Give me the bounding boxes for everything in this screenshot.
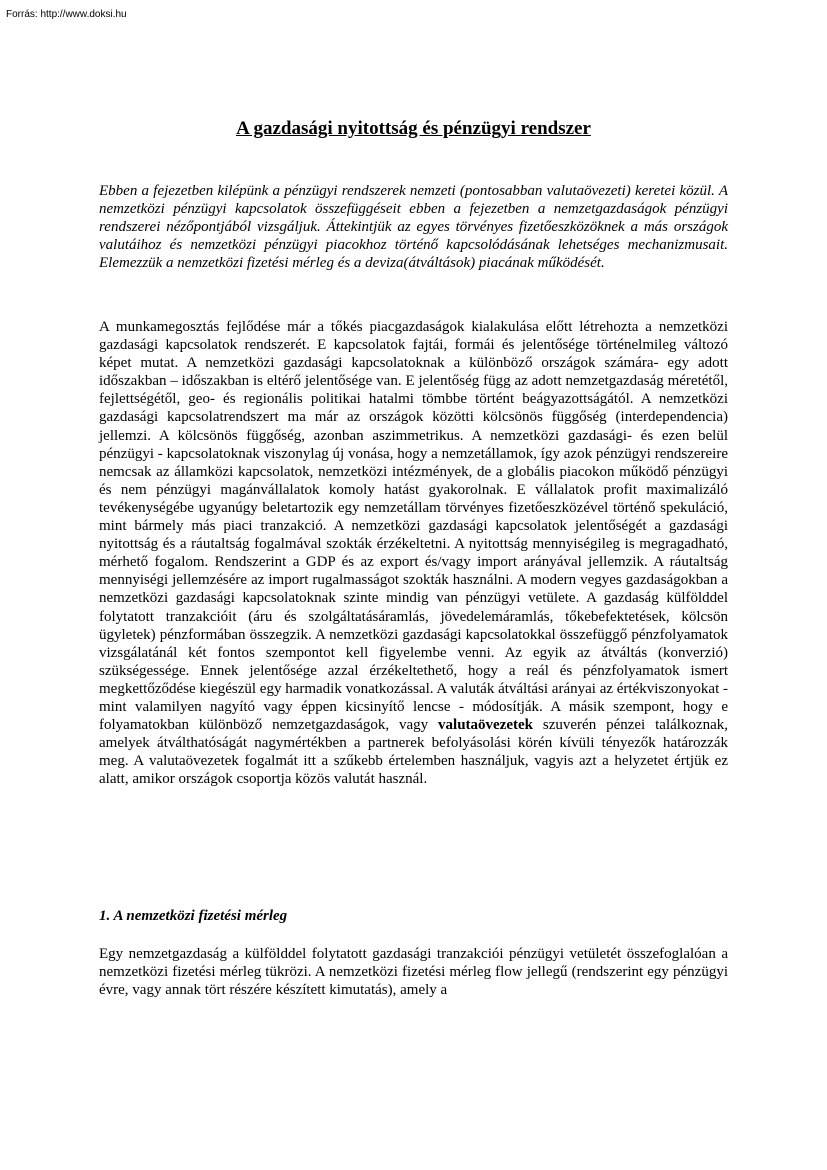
- page-title: A gazdasági nyitottság és pénzügyi rendszer: [236, 118, 591, 139]
- intro-paragraph: Ebben a fejezetben kilépünk a pénzügyi rendszerek nemzeti (pontosabban valutaövezeti) keretei közül. A nemzetközi pénzügyi kapcsolatok összefüggéseit ebben a fejezetben a nemzetgazdaságok pénzügyi rendszerei nézőpontjából vizsgáljuk. Áttekintjük az egyes törvényes fizetőeszközöknek a más országok valutáihoz és nemzetközi pénzügyi piacokhoz történő kapcsolódásának lehetséges mechanizmusait. Elemezzük a nemzetközi fizetési mérleg és a deviza(átváltások) piacának működését.: [99, 183, 728, 272]
- section-heading: 1. A nemzetközi fizetési mérleg: [99, 908, 288, 924]
- source-note: Forrás: http://www.doksi.hu: [6, 9, 127, 20]
- bold-term: valutaövezetek: [438, 717, 534, 734]
- body-paragraph-1-text-b: szuverén pénzei találkoznak, amelyek átválthatóságát nagymértékben a partnerek befolyásolási körén kívüli tényezők határozzák meg. A valutaövezetek fogalmát itt a szűkebb értelemben használjuk, vagyis azt a helyzetet értjük ez alatt, amikor országok csoportja közös valutát használ.: [99, 717, 728, 788]
- body-paragraph-1: [99, 318, 728, 788]
- body-paragraph-2: Egy nemzetgazdaság a külfölddel folytatott gazdasági tranzakciói pénzügyi vetületét összefoglalóan a nemzetközi fizetési mérleg tükrözi. A nemzetközi fizetési mérleg flow jellegű (rendszerint egy pénzügyi évre, vagy annak tört részére készített kimutatás), amely a: [99, 946, 728, 999]
- body-paragraph-1-text-a: A munkamegosztás fejlődése már a tőkés piacgazdaságok kialakulása előtt létrehozta a nemzetközi gazdasági kapcsolatok rendszerét. E kapcsolatok fajtái, formái és jelentősége történelmileg változó képet mutat. A nemzetközi gazdasági kapcsolatoknak a különböző országok számára- egy adott időszakban – időszakban is eltérő jelentősége van. E jelentőség függ az adott nemzetgazdaság méretétől, fejlettségétől, geo- és regionális politikai hatalmi tömbbe történt beágyazottságától. A nemzetközi gazdasági kapcsolatrendszert ma már az országok közötti kölcsönös függőség (interdependencia) jellemzi. A kölcsönös függőség, azonban aszimmetrikus. A nemzetközi gazdasági- és ezen belül pénzügyi - kapcsolatoknak viszonylag új vonása, hogy a nemzetállamok, így azok pénzügyi rendszereire nemcsak az államközi kapcsolatok, nemzetközi intézmények, de a globális piacokon működő pénzügyi és nem pénzügyi magánvállalatok komoly hatást gyakorolnak. E vállalatok profit maximalizáló tevékenységébe ugyanúgy beletartozik egy nemzetállam törvényes fizetőeszközével történő spekuláció, mint bármely más piaci tranzakció. A nemzetközi gazdasági kapcsolatok jelentőségét a gazdasági nyitottság és a ráutaltság fogalmával szokták érzékeltetni. A nyitottság mennyiségileg is megragadható, mérhető fogalom. Rendszerint a GDP és az export és/vagy import arányával jellemzik. A ráutaltság mennyiségi jellemzésére az import rugalmasságot szokták használni. A modern vegyes gazdaságokban a nemzetközi gazdasági kapcsolatoknak szinte mindig van pénzügyi vetülete. A gazdaság külfölddel folytatott tranzakcióit (áru és szolgáltatásáramlás, jövedelemáramlás, tőkebefektetések, kölcsön ügyletek) pénzformában összegzik. A nemzetközi gazdasági kapcsolatokkal összefüggő pénzfolyamatok vizsgálatánál két fontos szempontot kell figyelembe venni. Az egyik az átváltás (konverzió) szükségessége. Ennek jelentősége azzal érzékeltethető, hogy a reál és pénzfolyamatok ismert megkettőződése kiegészül egy harmadik vonatkozással. A valuták átváltási arányai az értékviszonyokat - mint valamilyen nagyító vagy éppen kicsinyítő lencse - módosítják. A másik szempont, hogy e folyamatokban különböző nemzetgazdaságok, vagy: [99, 319, 728, 734]
